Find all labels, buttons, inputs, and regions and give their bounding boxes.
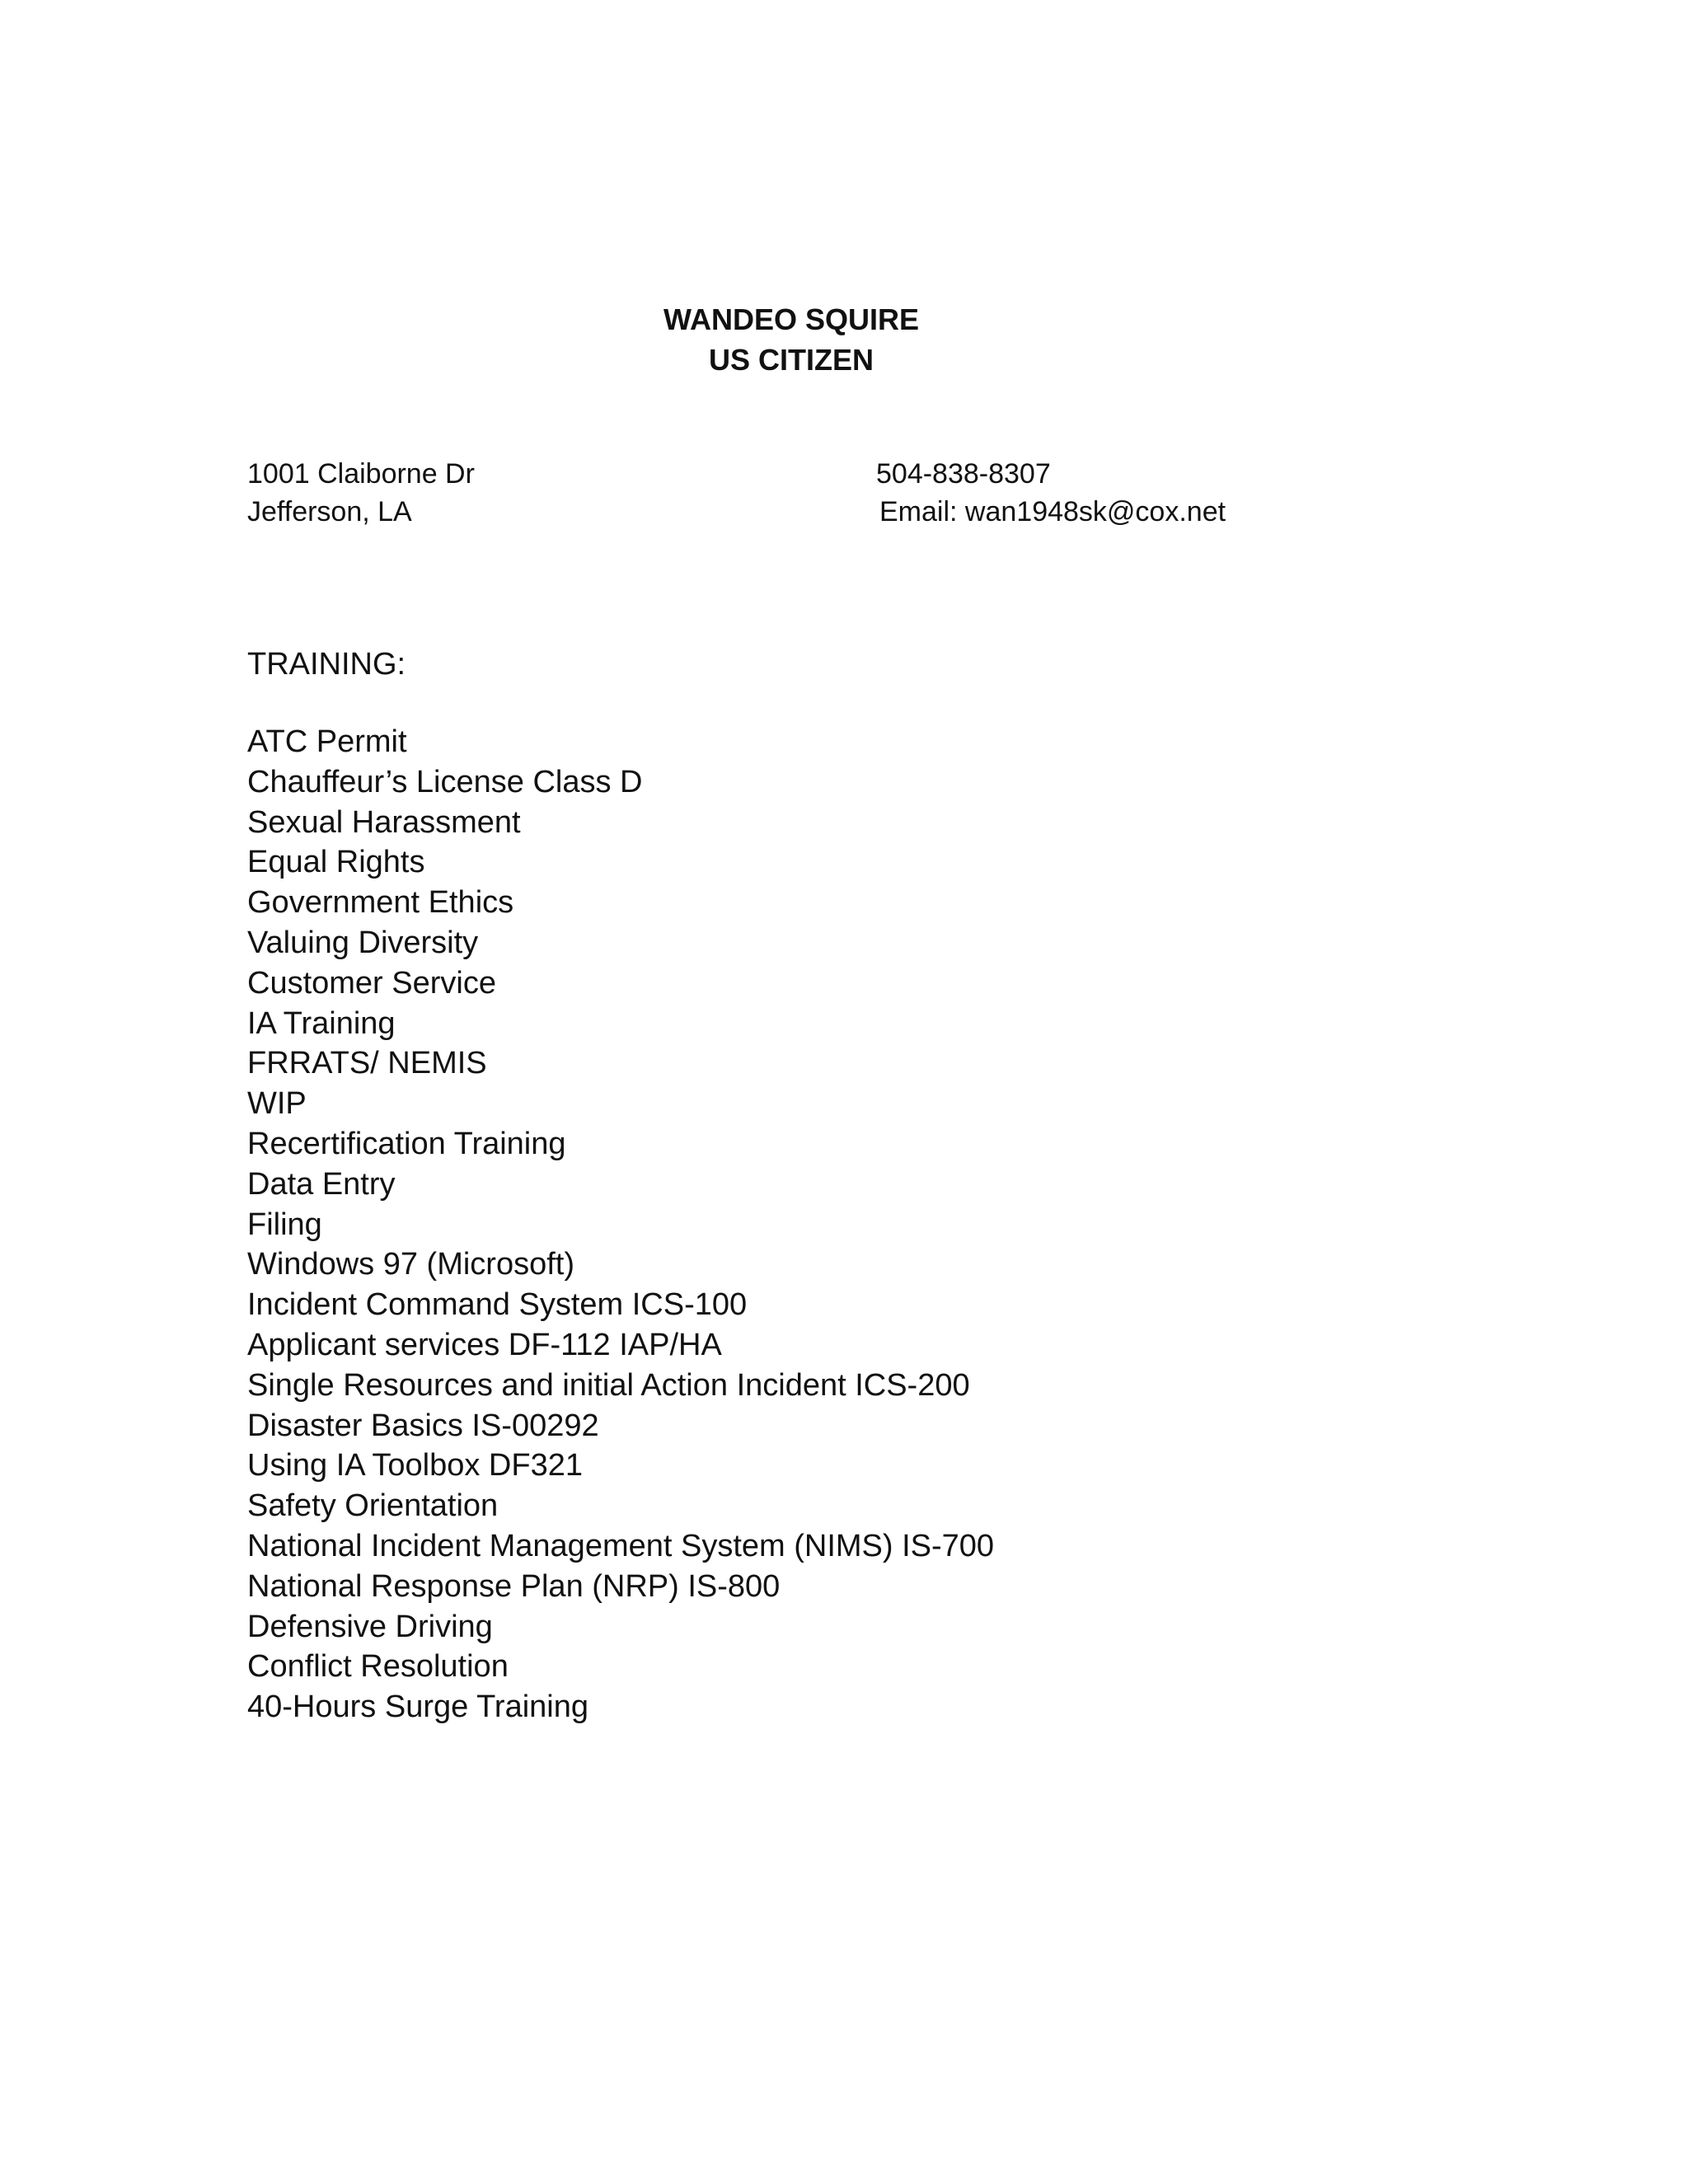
city-state: Jefferson, LA xyxy=(247,496,412,527)
training-item: Disaster Basics IS-00292 xyxy=(247,1408,599,1443)
training-heading: TRAINING: xyxy=(247,647,406,682)
training-list xyxy=(247,722,994,1727)
phone-number: 504-838-8307 xyxy=(876,458,1051,490)
training-item: Government Ethics xyxy=(247,885,514,921)
training-item: WIP xyxy=(247,1086,307,1122)
training-item: 40-Hours Surge Training xyxy=(247,1690,588,1725)
training-item: National Incident Management System (NIMS) IS-700 xyxy=(247,1528,995,1563)
training-item: Safety Orientation xyxy=(247,1488,499,1524)
training-item: ATC Permit xyxy=(247,724,407,759)
training-item: Single Resources and initial Action Incident ICS-200 xyxy=(247,1367,970,1403)
training-item: Valuing Diversity xyxy=(247,925,479,960)
training-item: Incident Command System ICS-100 xyxy=(247,1287,748,1323)
training-item: Applicant services DF-112 IAP/HA xyxy=(247,1327,722,1362)
training-item: Data Entry xyxy=(247,1166,396,1202)
training-item: Equal Rights xyxy=(247,845,425,880)
applicant-name: WANDEO SQUIRE xyxy=(663,302,920,336)
training-item: Chauffeur’s License Class D xyxy=(247,764,643,799)
training-item: Filing xyxy=(247,1207,322,1242)
street-address: 1001 Claiborne Dr xyxy=(247,458,475,490)
training-item: Recertification Training xyxy=(247,1126,566,1161)
citizenship-status: US CITIZEN xyxy=(708,343,874,377)
training-item: Sexual Harassment xyxy=(247,804,521,840)
training-item: Customer Service xyxy=(247,965,496,1001)
training-item: National Response Plan (NRP) IS-800 xyxy=(247,1568,781,1604)
email-address: Email: wan1948sk@cox.net xyxy=(879,496,1226,527)
training-item: IA Training xyxy=(247,1005,396,1041)
training-item: Conflict Resolution xyxy=(247,1649,509,1685)
training-item: Defensive Driving xyxy=(247,1609,493,1644)
mailing-address xyxy=(247,455,475,531)
resume-header xyxy=(0,299,1582,380)
training-item: Windows 97 (Microsoft) xyxy=(247,1247,574,1282)
training-item: Using IA Toolbox DF321 xyxy=(247,1448,583,1483)
training-item: FRRATS/ NEMIS xyxy=(247,1046,487,1081)
